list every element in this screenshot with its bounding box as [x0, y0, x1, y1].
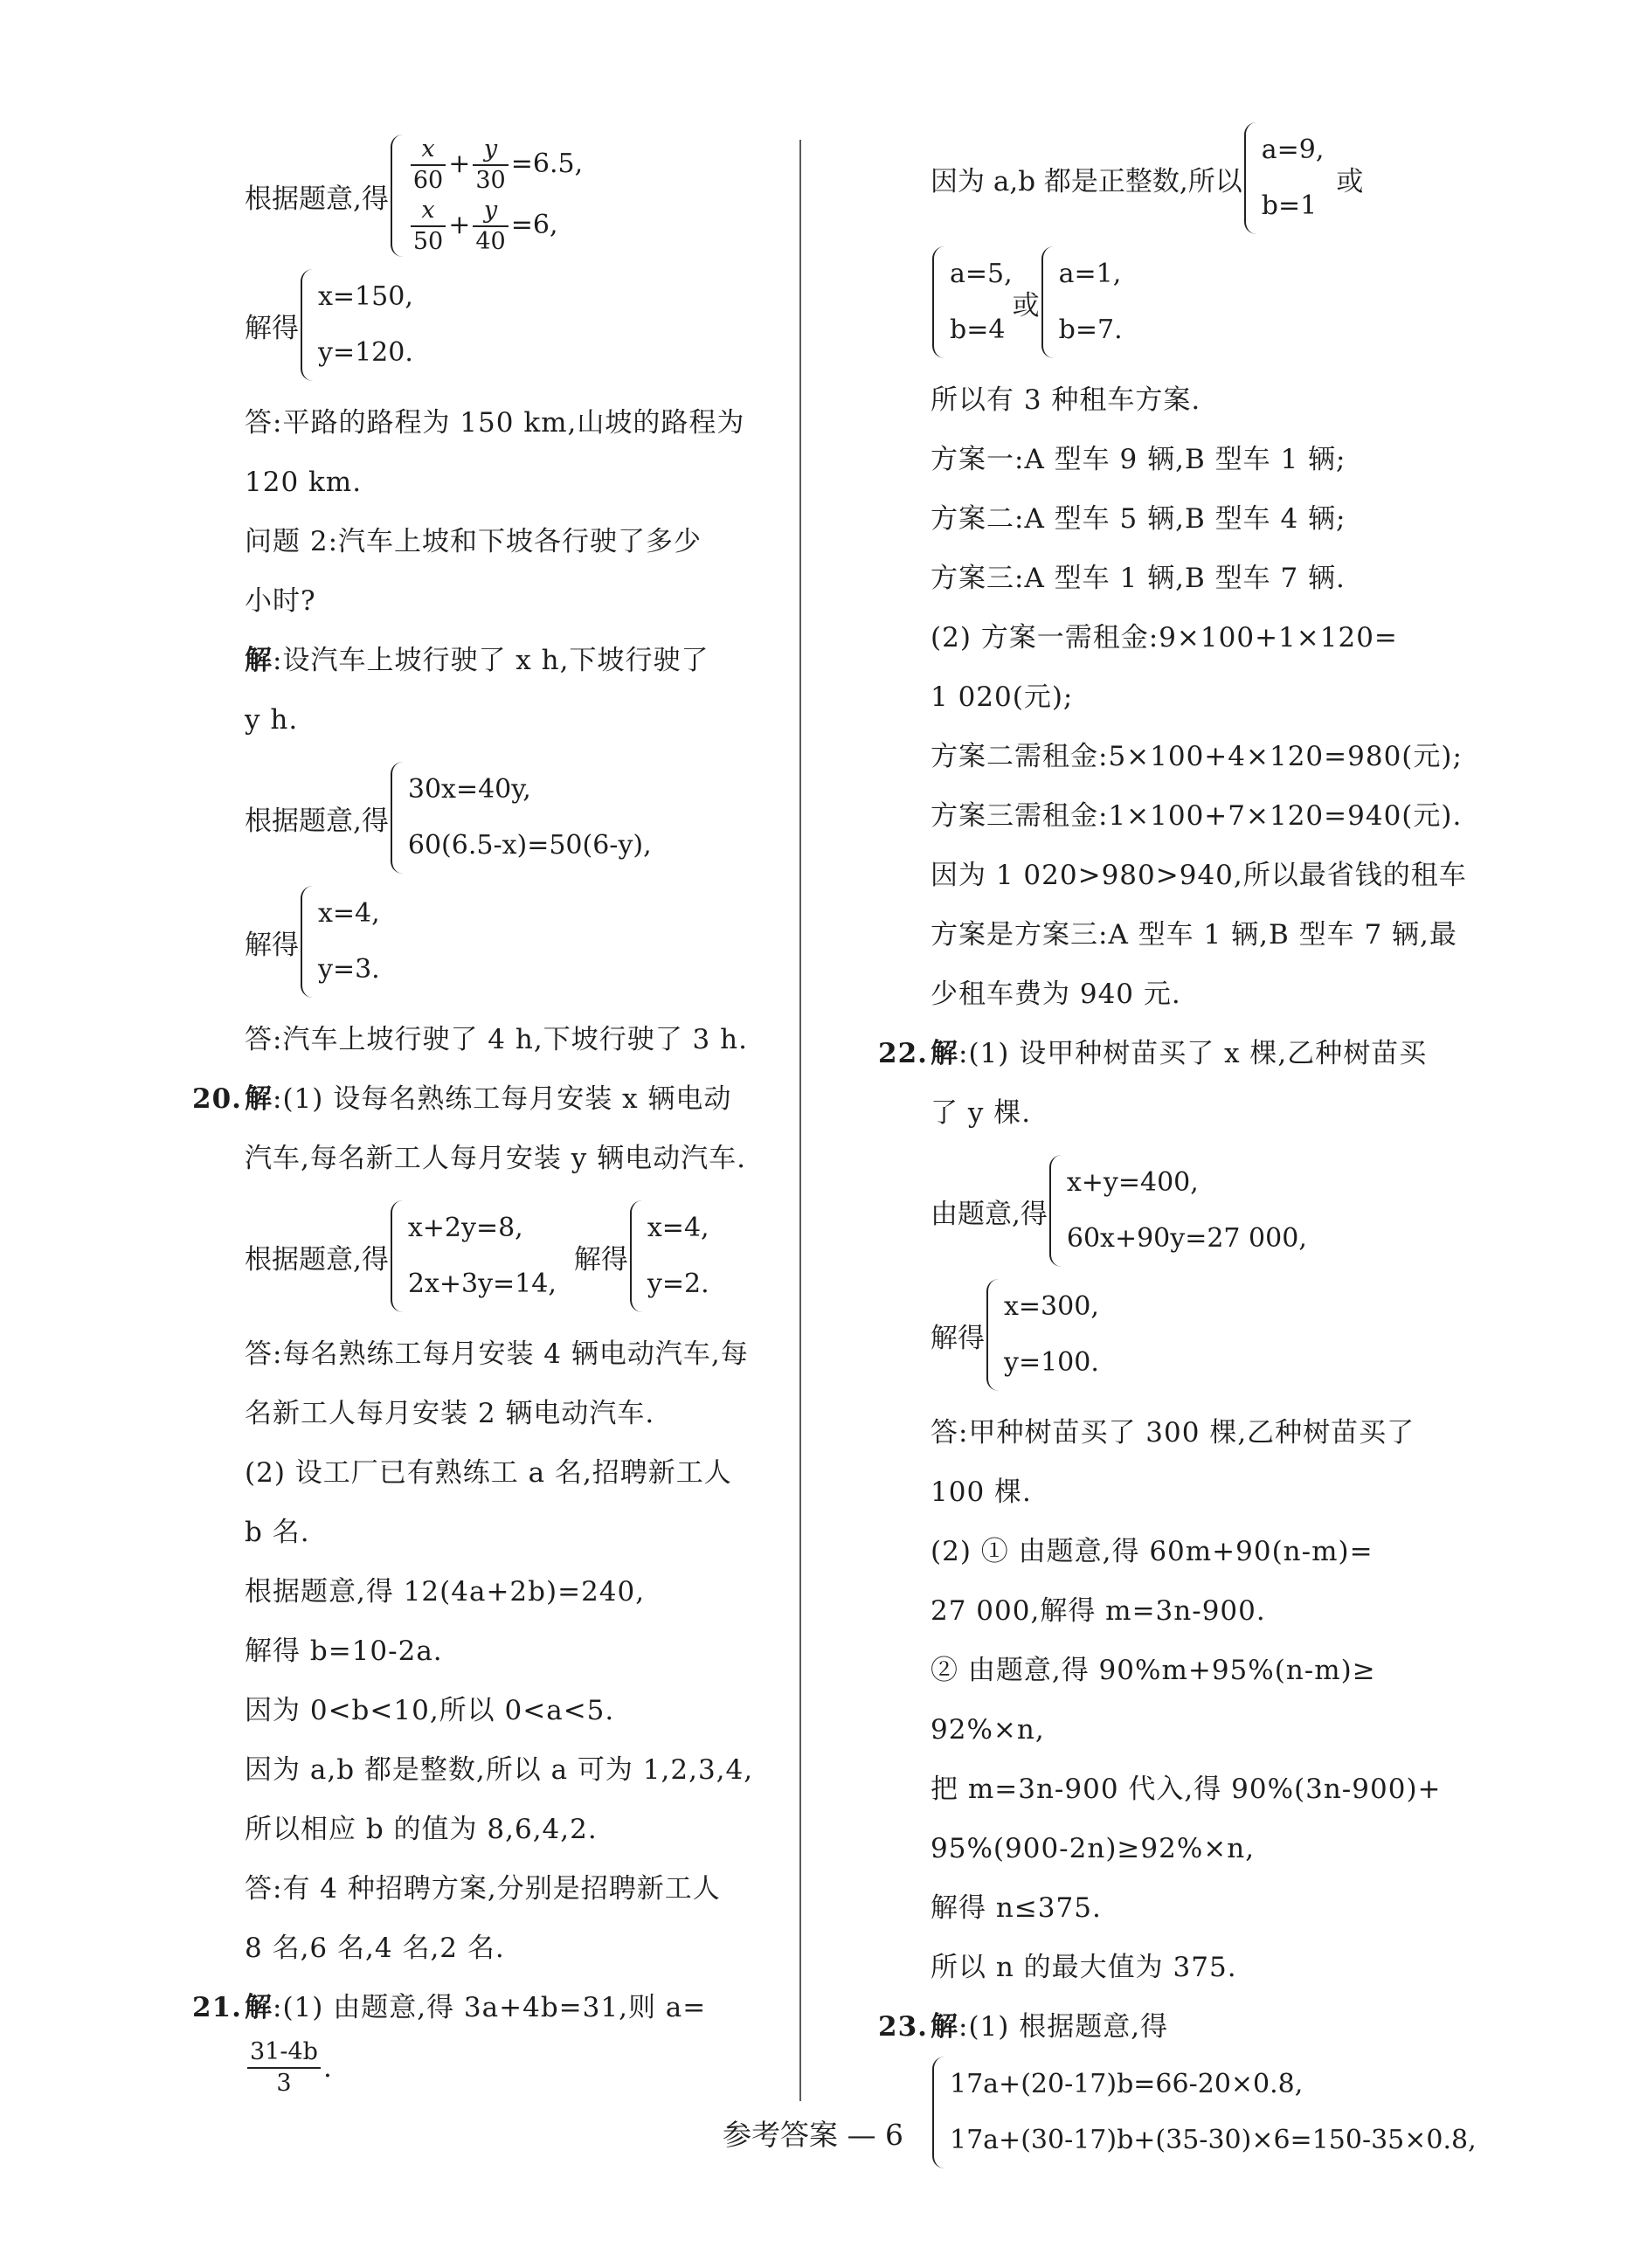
right-column — [878, 122, 1507, 2181]
problem-20-part-2-line-3: 根据题意,得 12(4a+2b)=240, — [245, 1576, 646, 1608]
problem-20-part-2-line-1: (2) 设工厂已有熟练工 a 名,招聘新工人 — [245, 1457, 732, 1489]
solution-4: 解得 x=300, y=100. — [931, 1279, 1507, 1391]
brace-icon — [1244, 122, 1258, 234]
brace-icon — [986, 1279, 1000, 1391]
problem-22-part-2-line-7: 解得 n≤375. — [931, 1892, 1102, 1924]
brace-icon — [1049, 1155, 1063, 1267]
problem-23-number: 23. — [878, 2011, 928, 2043]
rental-plan-1: 方案一:A 型车 9 辆,B 型车 1 辆; — [931, 444, 1346, 475]
brace-icon — [1041, 246, 1055, 358]
answer-2: 答:汽车上坡行驶了 4 h,下坡行驶了 3 h. — [245, 1024, 748, 1055]
problem-21-line-1: 21. 解:(1) 由题意,得 3a+4b=31,则 a= — [245, 1978, 778, 2037]
problem-20-line-1: 20. 解:(1) 设每名熟练工每月安装 x 辆电动 — [245, 1069, 778, 1129]
equation-system-5: 17a+(20-17)b=66-20×0.8, 17a+(30-17)b+(35-30)×6=150-35×0.8, — [931, 2057, 1507, 2168]
problem-20-part-2-line-8: 答:有 4 种招聘方案,分别是招聘新工人 — [245, 1873, 721, 1905]
answer-3-line-1: 答:每名熟练工每月安装 4 辆电动汽车,每 — [245, 1338, 749, 1370]
solution-2: 解得 x=4, y=3. — [245, 886, 778, 998]
problem-22-part-2-line-3: ② 由题意,得 90%m+95%(n-m)≥ — [931, 1655, 1376, 1686]
problem-20-part-2-line-5: 因为 0<b<10,所以 0<a<5. — [245, 1695, 615, 1726]
problem-22-part-2-line-4: 92%×n, — [931, 1714, 1045, 1746]
problem-20-part-2-line-4: 解得 b=10-2a. — [245, 1635, 443, 1667]
equation-system-4: 由题意,得 x+y=400, 60x+90y=27 000, — [931, 1155, 1507, 1267]
rental-conclusion-line-1: 因为 1 020>980>940,所以最省钱的租车 — [931, 860, 1467, 891]
brace-icon — [391, 135, 405, 257]
problem-22-line-1: 22. 解:(1) 设甲种树苗买了 x 棵,乙种树苗买 — [931, 1024, 1507, 1083]
equation-system-2: 根据题意,得 30x=40y, 60(6.5-x)=50(6-y), — [245, 762, 778, 874]
answer-4-line-2: 100 棵. — [931, 1476, 1032, 1508]
answer-1-line-2: 120 km. — [245, 467, 363, 498]
problem-22-part-2-line-5: 把 m=3n-900 代入,得 90%(3n-900)+ — [931, 1774, 1442, 1805]
question-2-line-2: 小时? — [245, 585, 316, 617]
problem-20-line-2: 汽车,每名新工人每月安装 y 辆电动汽车. — [245, 1143, 746, 1174]
problem-22-line-2: 了 y 棵. — [931, 1097, 1032, 1129]
equation-system-3: 根据题意,得 x+2y=8, 2x+3y=14, 解得 x=4, y=2. — [245, 1200, 778, 1312]
answer-1-line-1: 答:平路的路程为 150 km,山坡的路程为 — [245, 407, 745, 439]
brace-icon — [301, 269, 315, 381]
rental-conclusion-line-2: 方案是方案三:A 型车 1 辆,B 型车 7 辆,最 — [931, 919, 1457, 951]
problem-22-number: 22. — [878, 1038, 928, 1069]
problem-22-part-2-line-1: (2) ① 由题意,得 60m+90(n-m)= — [931, 1536, 1373, 1567]
rental-plan-3: 方案三:A 型车 1 辆,B 型车 7 辆. — [931, 563, 1346, 594]
equation-system-1: 根据题意,得 $\frac{x}{60}$ + $\frac{y}{30}$ =6.5, $\frac{x}{50}$ + $\frac{y}{40}$ =6, — [245, 135, 584, 255]
problem-22-part-2-line-2: 27 000,解得 m=3n-900. — [931, 1595, 1266, 1627]
rental-cost-line-2: 1 020(元); — [931, 681, 1074, 713]
problem-21-fraction: $\frac{31-4b}{3}$ . — [245, 2037, 778, 2099]
integer-cases-line-2: a=5, b=4 或 a=1, b=7. — [931, 246, 1507, 358]
rental-plan-2: 方案二:A 型车 5 辆,B 型车 4 辆; — [931, 503, 1346, 535]
answer-4-line-1: 答:甲种树苗买了 300 棵,乙种树苗买了 — [931, 1417, 1415, 1449]
problem-22-part-2-line-6: 95%(900-2n)≥92%×n, — [931, 1833, 1256, 1864]
problem-21-number: 21. — [192, 1992, 242, 2023]
problem-20-part-2-line-7: 所以相应 b 的值为 8,6,4,2. — [245, 1814, 598, 1845]
brace-icon — [301, 886, 315, 998]
brace-icon — [932, 246, 946, 358]
brace-icon — [391, 762, 405, 874]
brace-icon — [391, 1200, 405, 1312]
rental-cost-line-4: 方案三需租金:1×100+7×120=940(元). — [931, 800, 1463, 832]
integer-cases-line-1: 因为 a,b 都是正整数,所以 a=9, b=1 或 — [931, 122, 1507, 234]
column-divider — [799, 140, 801, 2101]
question-2-line-1: 问题 2:汽车上坡和下坡各行驶了多少 — [245, 526, 702, 557]
question-2-solution-line-1: 解:设汽车上坡行驶了 x h,下坡行驶了 — [245, 645, 709, 676]
solution-1: 解得 x=150, y=120. — [245, 269, 778, 381]
rental-cost-line-1: (2) 方案一需租金:9×100+1×120= — [931, 622, 1398, 653]
problem-23-line-1: 23. 解:(1) 根据题意,得 — [931, 1997, 1507, 2057]
left-column — [192, 122, 778, 2111]
answer-3-line-2: 名新工人每月安装 2 辆电动汽车. — [245, 1398, 655, 1429]
problem-22-part-2-line-8: 所以 n 的最大值为 375. — [931, 1952, 1237, 1983]
question-2-solution-line-2: y h. — [245, 704, 299, 736]
rental-cost-line-3: 方案二需租金:5×100+4×120=980(元); — [931, 741, 1463, 772]
problem-20-part-2-line-6: 因为 a,b 都是整数,所以 a 可为 1,2,3,4, — [245, 1754, 754, 1786]
rental-conclusion-line-3: 少租车费为 940 元. — [931, 978, 1181, 1010]
problem-20-part-2-line-9: 8 名,6 名,4 名,2 名. — [245, 1933, 505, 1964]
rental-plan-count: 所以有 3 种租车方案. — [931, 384, 1201, 416]
problem-20-part-2-line-2: b 名. — [245, 1517, 310, 1548]
problem-20-number: 20. — [192, 1083, 242, 1115]
page-footer: 参考答案 — 6 — [723, 2118, 903, 2152]
brace-icon — [630, 1200, 644, 1312]
